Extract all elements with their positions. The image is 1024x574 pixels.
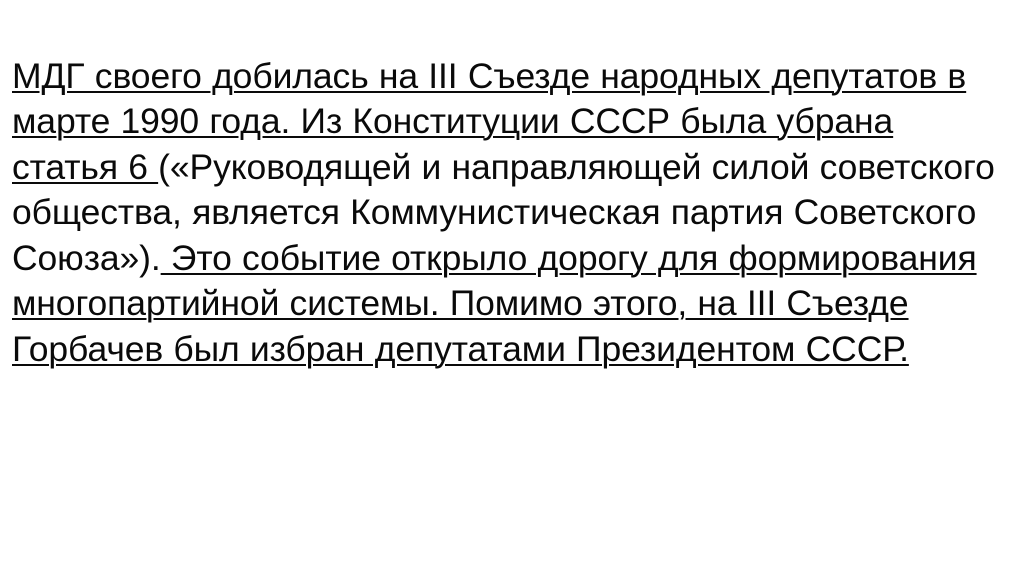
paragraph-segment-underlined-first: МДГ своего добилась на III Съезде народных депутатов в марте 1990 года. Из Конституции СССР была убрана статья 6 — [12, 55, 967, 187]
slide-body-paragraph — [12, 54, 1002, 373]
paragraph-segment-underlined-last: Это событие открыло дорогу для формирования многопартийной системы. Помимо этого, на III Съезде Горбачев был избран депутатами Президентом СССР. — [12, 237, 977, 369]
paragraph-segment-plain: («Руководящей и направляющей силой советского общества, является Коммунистическая партия Советского Союза»). — [12, 146, 995, 278]
